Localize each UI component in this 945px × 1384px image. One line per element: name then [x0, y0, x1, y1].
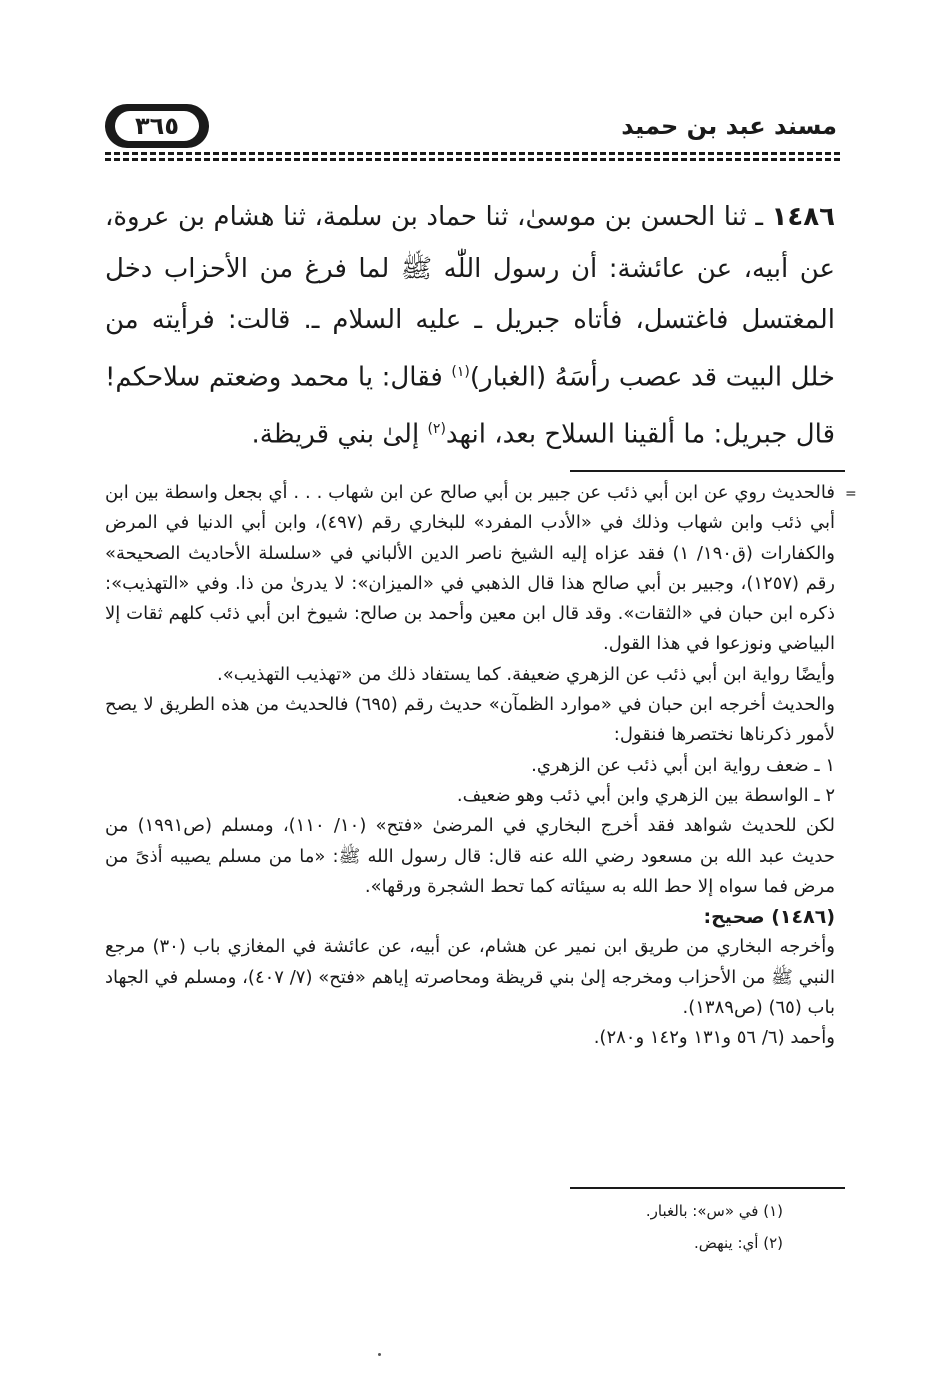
- commentary-paragraph: فالحديث روي عن ابن أبي ذئب عن جبير بن أبي صالح عن ابن شهاب . . . أي بجعل واسطة بين ابن أبي ذئب وابن شهاب وذلك في «الأدب المفرد» للبخاري رقم (٤٩٧)، وابن أبي الدنيا في المرض والكفارات (ق١٩٠/ ١) فقد عزاه إليه الشيخ ناصر الدين الألباني في «سلسلة الأحاديث الصحيحة» رقم (١٢٥٧)، وجبير بن أبي صالح هذا قال الذهبي في «الميزان»: لا يدرىٰ من ذا. وفي «التهذيب»: ذكره ابن حبان في «الثقات». وقد قال ابن معين وأحمد بن صالح: شيوخ ابن أبي ذئب كلهم ثقات إلا البياضي ونوزعوا في هذا القول.: [105, 482, 835, 655]
- continuation-mark: =: [845, 486, 857, 502]
- running-title: مسند عبد بن حميد: [621, 112, 837, 140]
- takhrij-paragraph: وأحمد (٦/ ٥٦ و١٣١ و١٤٢ و٢٨٠).: [593, 1027, 835, 1049]
- hadith-number: ١٤٨٦: [771, 202, 835, 232]
- grading-verdict: (١٤٨٦) صحيح:: [703, 906, 835, 929]
- hadith-text-part: ـ ثنا الحسن بن موسىٰ، ثنا حماد بن سلمة، ثنا هشام بن عروة، عن أبيه، عن عائشة: أن رسول اللّٰه ﷺ لما فرغ من الأحزاب دخل المغتسل فاغتسل، فأتاه جبريل ـ عليه السلام ـ. قالت: فرأيته من خلل البيت قد عصب رأسَهُ (الغبار): [105, 202, 835, 393]
- footnotes: [105, 1195, 783, 1259]
- page-number-badge: [105, 104, 209, 148]
- hadith-text-part: إلىٰ بني قريظة.: [251, 419, 428, 450]
- hadith-text-part: فقال: يا محمد وضعتم سلاحكم! قال جبريل: ما ألقينا السلاح بعد، انهد: [105, 362, 835, 450]
- header-rule: [105, 158, 840, 161]
- commentary-paragraph: والحديث أخرجه ابن حبان في «موارد الظمآن» حديث رقم (٦٩٥) فالحديث من هذه الطريق لا يصح لأمور ذكرناها نختصرها فنقول:: [105, 694, 836, 746]
- footnote-marker-1: (١): [451, 363, 470, 380]
- commentary-paragraph: وأيضًا رواية ابن أبي ذئب عن الزهري ضعيفة. كما يستفاد ذلك من «تهذيب التهذيب».: [216, 663, 835, 685]
- header-rule: [105, 152, 840, 155]
- commentary-separator: [570, 470, 845, 472]
- takhrij-paragraph: وأخرجه البخاري من طريق ابن نمير عن هشام، عن أبيه، عن عائشة في المغازي باب (٣٠) مرجع النبي ﷺ من الأحزاب ومخرجه إلىٰ بني قريظة ومحاصرته إياهم «فتح» (٧/ ٤٠٧)، ومسلم في الجهاد باب (٦٥) (ص١٣٨٩).: [105, 936, 835, 1019]
- commentary-list-item: ١ ـ ضعف رواية ابن أبي ذئب عن الزهري.: [531, 754, 835, 776]
- footnote-item: (١) في «س»: بالغبار.: [645, 1202, 783, 1220]
- commentary-block: [105, 478, 835, 1054]
- footnote-marker-2: (٢): [427, 420, 446, 437]
- commentary-paragraph: لكن للحديث شواهد فقد أخرج البخاري في المرضىٰ «فتح» (١٠/ ١١٠)، ومسلم (ص١٩٩١) من حديث عبد الله بن مسعود رضي الله عنه قال: قال رسول الله ﷺ: «ما من مسلم يصيبه أذىً من مرض فما سواه إلا حط الله به سيئاته كما تحط الشجرة ورقها».: [105, 815, 836, 897]
- footnote-separator: [570, 1187, 845, 1189]
- footnote-item: (٢) أي: ينهض.: [693, 1234, 783, 1252]
- page-speck: [378, 1353, 381, 1356]
- commentary-list-item: ٢ ـ الواسطة بين الزهري وابن أبي ذئب وهو ضعيف.: [456, 784, 835, 806]
- page-number: ٣٦٥: [115, 111, 199, 141]
- hadith-text: [105, 192, 835, 461]
